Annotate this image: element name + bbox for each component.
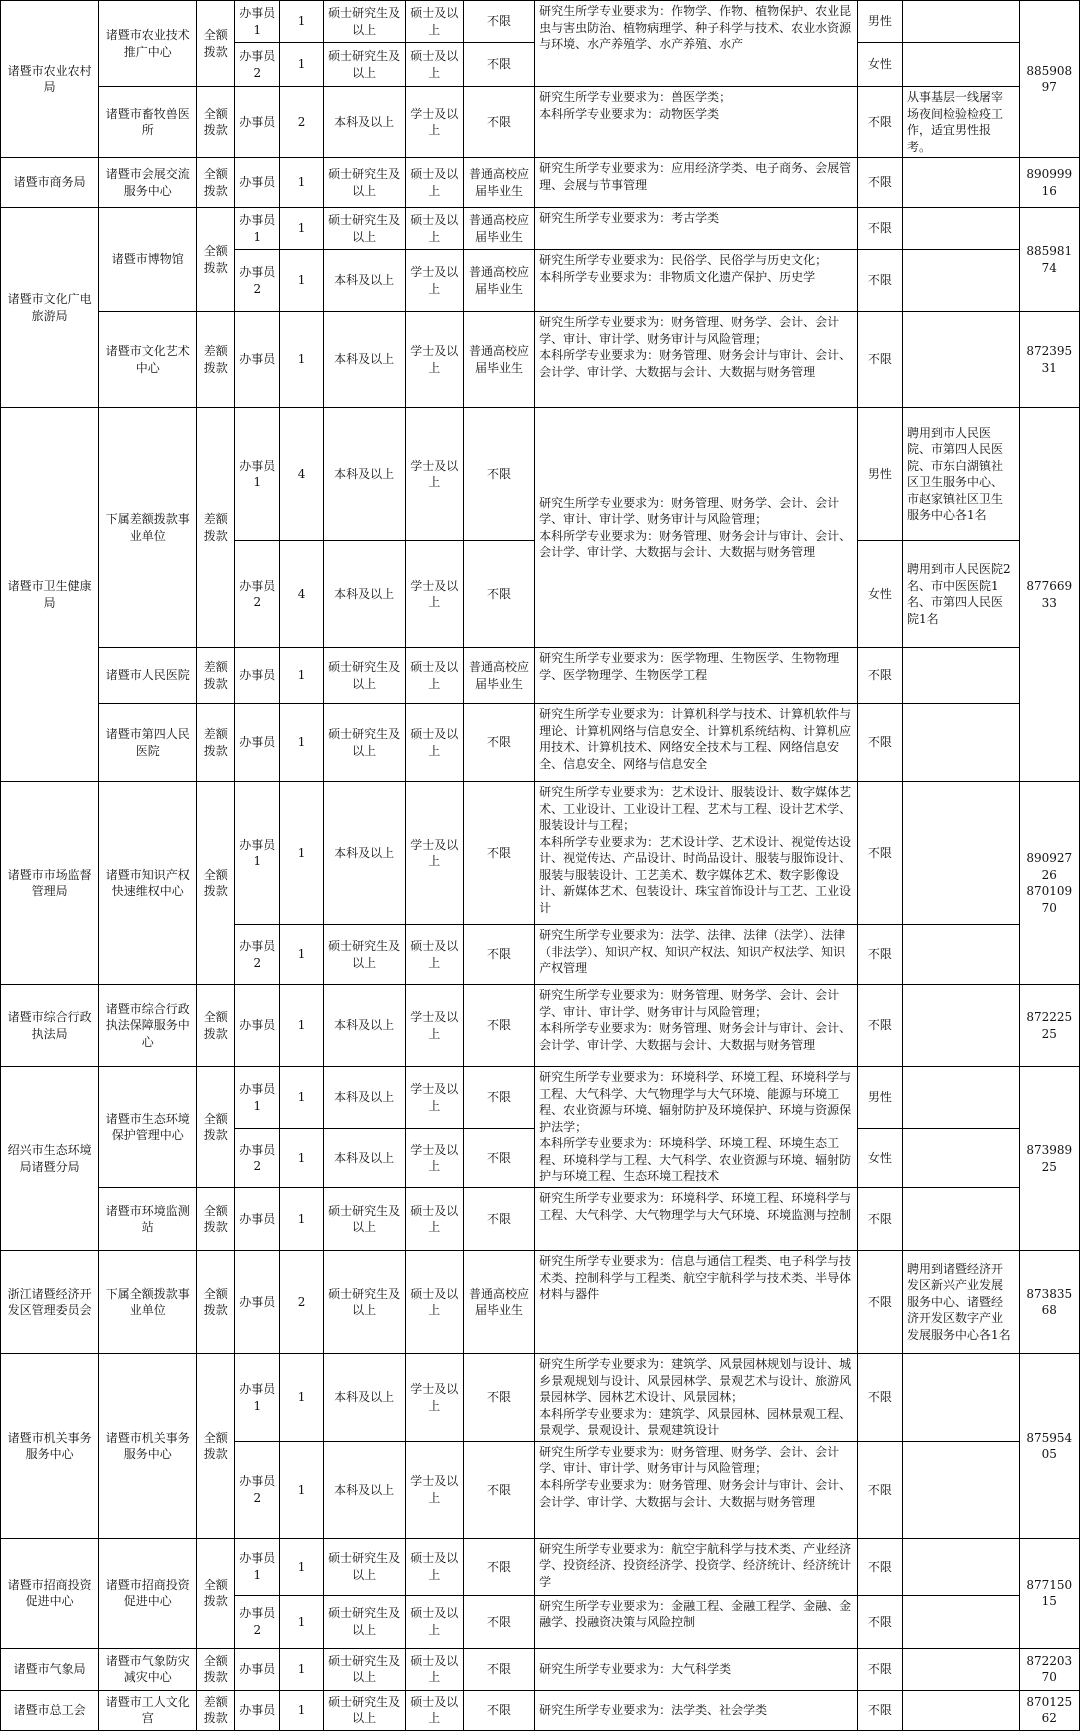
- gender-cell: 不限: [857, 1648, 902, 1690]
- dept-cell: 绍兴市生态环境局诸暨分局: [1, 1067, 99, 1251]
- degree-cell: 学士及以上: [405, 985, 463, 1067]
- degree-cell: 学士及以上: [405, 408, 463, 541]
- degree-cell: 硕士及以上: [405, 43, 463, 87]
- remark-cell: [902, 1595, 1019, 1648]
- table-row: [1, 1648, 1080, 1690]
- quota-cell: 2: [280, 87, 323, 158]
- post-cell: 办事员: [235, 87, 280, 158]
- post-cell: 办事员2: [235, 1129, 280, 1188]
- phone-cell: 87383568: [1019, 1251, 1079, 1354]
- education-cell: 本科及以上: [323, 1067, 405, 1129]
- post-cell: 办事员: [235, 312, 280, 408]
- degree-cell: 学士及以上: [405, 250, 463, 312]
- remark-cell: [902, 158, 1019, 208]
- table-row: [1, 1067, 1080, 1129]
- degree-cell: 学士及以上: [405, 541, 463, 648]
- gender-cell: 不限: [857, 1595, 902, 1648]
- education-cell: 本科及以上: [323, 1129, 405, 1188]
- source-cell: 普通高校应届毕业生: [463, 1251, 534, 1354]
- funding-cell: 全额拨款: [197, 1, 235, 87]
- major-requirement-cell: 研究生所学专业要求为：财务管理、财务学、会计、会计学、审计、审计学、财务审计与风险管理； 本科所学专业要求为：财务管理、财务会计与审计、会计、会计学、审计学、大数据与会计、大数据与财务管理: [535, 312, 858, 408]
- quota-cell: 1: [280, 704, 323, 782]
- funding-cell: 全额拨款: [197, 208, 235, 312]
- funding-cell: 全额拨款: [197, 158, 235, 208]
- unit-cell: 诸暨市知识产权快速维权中心: [99, 782, 197, 985]
- gender-cell: 不限: [857, 1251, 902, 1354]
- degree-cell: 学士及以上: [405, 782, 463, 925]
- unit-cell: 诸暨市气象防灾减灾中心: [99, 1648, 197, 1690]
- degree-cell: 学士及以上: [405, 87, 463, 158]
- phone-cell: 87715015: [1019, 1538, 1079, 1648]
- major-requirement-cell: 研究生所学专业要求为：兽医学类； 本科所学专业要求为：动物医学类: [535, 87, 858, 158]
- remark-cell: [902, 1067, 1019, 1129]
- education-cell: 硕士研究生及以上: [323, 1, 405, 43]
- major-requirement-cell: 研究生所学专业要求为：大气科学类: [535, 1648, 858, 1690]
- gender-cell: 不限: [857, 782, 902, 925]
- dept-cell: 诸暨市综合行政执法局: [1, 985, 99, 1067]
- source-cell: 普通高校应届毕业生: [463, 208, 534, 250]
- major-requirement-cell: 研究生所学专业要求为：医学物理、生物医学、生物物理学、医学物理学、生物医学工程: [535, 648, 858, 704]
- degree-cell: 硕士及以上: [405, 208, 463, 250]
- table-row: [1, 1251, 1080, 1354]
- post-cell: 办事员1: [235, 1067, 280, 1129]
- degree-cell: 学士及以上: [405, 1067, 463, 1129]
- education-cell: 本科及以上: [323, 250, 405, 312]
- post-cell: 办事员2: [235, 925, 280, 985]
- funding-cell: 全额拨款: [197, 1538, 235, 1648]
- gender-cell: 不限: [857, 925, 902, 985]
- table-row: [1, 1, 1080, 43]
- degree-cell: 硕士及以上: [405, 1690, 463, 1730]
- major-requirement-cell: 研究生所学专业要求为：法学、法律、法律（法学）、法律（非法学）、知识产权、知识产权法、知识产权法学、知识产权管理: [535, 925, 858, 985]
- phone-cell: 88590897: [1019, 1, 1079, 158]
- post-cell: 办事员: [235, 1251, 280, 1354]
- dept-cell: 浙江诸暨经济开发区管理委员会: [1, 1251, 99, 1354]
- unit-cell: 诸暨市生态环境保护管理中心: [99, 1067, 197, 1188]
- remark-cell: [902, 648, 1019, 704]
- source-cell: 不限: [463, 408, 534, 541]
- quota-cell: 4: [280, 541, 323, 648]
- remark-cell: [902, 1538, 1019, 1595]
- gender-cell: 不限: [857, 1354, 902, 1442]
- quota-cell: 1: [280, 1690, 323, 1730]
- dept-cell: 诸暨市市场监督管理局: [1, 782, 99, 985]
- education-cell: 硕士研究生及以上: [323, 925, 405, 985]
- unit-cell: 诸暨市综合行政执法保障服务中心: [99, 985, 197, 1067]
- funding-cell: 全额拨款: [197, 1188, 235, 1251]
- funding-cell: 全额拨款: [197, 1648, 235, 1690]
- degree-cell: 硕士及以上: [405, 1251, 463, 1354]
- source-cell: 不限: [463, 43, 534, 87]
- funding-cell: 全额拨款: [197, 1067, 235, 1188]
- major-requirement-cell: 研究生所学专业要求为：财务管理、财务学、会计、会计学、审计、审计学、财务审计与风险管理； 本科所学专业要求为：财务管理、财务会计与审计、会计、会计学、审计学、大数据与会计、大数据与财务管理: [535, 985, 858, 1067]
- quota-cell: 1: [280, 1441, 323, 1538]
- education-cell: 硕士研究生及以上: [323, 208, 405, 250]
- education-cell: 本科及以上: [323, 541, 405, 648]
- major-requirement-cell: 研究生所学专业要求为：信息与通信工程类、电子科学与技术类、控制科学与工程类、航空宇航科学与技术类、半导体材料与器件: [535, 1251, 858, 1354]
- gender-cell: 不限: [857, 1188, 902, 1251]
- funding-cell: 全额拨款: [197, 1354, 235, 1539]
- source-cell: 不限: [463, 1188, 534, 1251]
- education-cell: 硕士研究生及以上: [323, 1595, 405, 1648]
- degree-cell: 硕士及以上: [405, 1, 463, 43]
- degree-cell: 硕士及以上: [405, 648, 463, 704]
- gender-cell: 男性: [857, 1067, 902, 1129]
- major-requirement-cell: 研究生所学专业要求为：艺术设计、服装设计、数字媒体艺术、工业设计、工业设计工程、艺术与工程、设计艺术学、服装设计与工程； 本科所学专业要求为：艺术设计学、艺术设计、视觉传达设计、视觉传达、产品设计、时尚品设计、服装与服饰设计、服装与服装设计、工艺美术、数字媒体艺术、数字影像设计、新媒体艺术、包装设计、珠宝首饰设计与工艺、工业设计: [535, 782, 858, 925]
- gender-cell: 男性: [857, 408, 902, 541]
- education-cell: 硕士研究生及以上: [323, 43, 405, 87]
- gender-cell: 不限: [857, 312, 902, 408]
- education-cell: 本科及以上: [323, 782, 405, 925]
- source-cell: 普通高校应届毕业生: [463, 158, 534, 208]
- dept-cell: 诸暨市农业农村局: [1, 1, 99, 158]
- gender-cell: 不限: [857, 704, 902, 782]
- phone-cell: 89092726 87010970: [1019, 782, 1079, 985]
- degree-cell: 硕士及以上: [405, 1595, 463, 1648]
- quota-cell: 4: [280, 408, 323, 541]
- degree-cell: 学士及以上: [405, 1441, 463, 1538]
- source-cell: 不限: [463, 1129, 534, 1188]
- major-requirement-cell: 研究生所学专业要求为：民俗学、民俗学与历史文化； 本科所学专业要求为：非物质文化遗产保护、历史学: [535, 250, 858, 312]
- major-requirement-cell: 研究生所学专业要求为：环境科学、环境工程、环境科学与工程、大气科学、大气物理学与大气环境、能源与环境工程、农业资源与环境、辐射防护及环境保护、环境与资源保护法学； 本科所学专业要求为：环境科学、环境工程、环境生态工程、环境科学与工程、大气科学、农业资源与环境、辐射防护与环境工程、生态环境工程技术: [535, 1067, 858, 1188]
- quota-cell: 1: [280, 312, 323, 408]
- phone-cell: 87595405: [1019, 1354, 1079, 1539]
- remark-cell: [902, 782, 1019, 925]
- major-requirement-cell: 研究生所学专业要求为：计算机科学与技术、计算机软件与理论、计算机网络与信息安全、计算机系统结构、计算机应用技术、计算机技术、网络安全技术与工程、网络信息安全、信息安全、网络与信息安全: [535, 704, 858, 782]
- phone-cell: 87220370: [1019, 1648, 1079, 1690]
- source-cell: 不限: [463, 1538, 534, 1595]
- unit-cell: 诸暨市工人文化宫: [99, 1690, 197, 1730]
- table-row: [1, 782, 1080, 925]
- table-row: [1, 408, 1080, 541]
- dept-cell: 诸暨市招商投资促进中心: [1, 1538, 99, 1648]
- major-requirement-cell: 研究生所学专业要求为：财务管理、财务学、会计、会计学、审计、审计学、财务审计与风险管理； 本科所学专业要求为：财务管理、财务会计与审计、会计、会计学、审计学、大数据与会计、大数据与财务管理: [535, 1441, 858, 1538]
- source-cell: 不限: [463, 87, 534, 158]
- degree-cell: 硕士及以上: [405, 1648, 463, 1690]
- post-cell: 办事员: [235, 1690, 280, 1730]
- source-cell: 不限: [463, 1595, 534, 1648]
- unit-cell: 诸暨市博物馆: [99, 208, 197, 312]
- major-requirement-cell: 研究生所学专业要求为：金融工程、金融工程学、金融、金融学、投融资决策与风险控制: [535, 1595, 858, 1648]
- source-cell: 不限: [463, 1067, 534, 1129]
- quota-cell: 1: [280, 1188, 323, 1251]
- quota-cell: 1: [280, 1, 323, 43]
- funding-cell: 差额拨款: [197, 1690, 235, 1730]
- source-cell: 不限: [463, 704, 534, 782]
- degree-cell: 学士及以上: [405, 312, 463, 408]
- source-cell: 不限: [463, 1354, 534, 1442]
- table-row: [1, 1354, 1080, 1442]
- major-requirement-cell: 研究生所学专业要求为：法学类、社会学类: [535, 1690, 858, 1730]
- table-row: [1, 158, 1080, 208]
- table-row: [1, 704, 1080, 782]
- quota-cell: 1: [280, 1354, 323, 1442]
- remark-cell: [902, 704, 1019, 782]
- major-requirement-cell: 研究生所学专业要求为：作物学、作物、植物保护、农业昆虫与害虫防治、植物病理学、种子科学与技术、农业水资源与环境、水产养殖学、水产养殖、水产: [535, 1, 858, 87]
- quota-cell: 1: [280, 1129, 323, 1188]
- remark-cell: [902, 985, 1019, 1067]
- education-cell: 本科及以上: [323, 1354, 405, 1442]
- major-requirement-cell: 研究生所学专业要求为：应用经济学类、电子商务、会展管理、会展与节事管理: [535, 158, 858, 208]
- quota-cell: 1: [280, 208, 323, 250]
- post-cell: 办事员2: [235, 1441, 280, 1538]
- table-row: [1, 208, 1080, 250]
- remark-cell: [902, 43, 1019, 87]
- post-cell: 办事员: [235, 985, 280, 1067]
- phone-cell: 87398925: [1019, 1067, 1079, 1251]
- education-cell: 硕士研究生及以上: [323, 1538, 405, 1595]
- gender-cell: 女性: [857, 541, 902, 648]
- remark-cell: [902, 1, 1019, 43]
- dept-cell: 诸暨市气象局: [1, 1648, 99, 1690]
- degree-cell: 硕士及以上: [405, 158, 463, 208]
- quota-cell: 1: [280, 782, 323, 925]
- education-cell: 硕士研究生及以上: [323, 648, 405, 704]
- degree-cell: 硕士及以上: [405, 925, 463, 985]
- table-row: [1, 1188, 1080, 1251]
- gender-cell: 女性: [857, 1129, 902, 1188]
- gender-cell: 男性: [857, 1, 902, 43]
- education-cell: 硕士研究生及以上: [323, 1188, 405, 1251]
- phone-cell: 87239531: [1019, 312, 1079, 408]
- degree-cell: 硕士及以上: [405, 1188, 463, 1251]
- funding-cell: 全额拨款: [197, 782, 235, 985]
- remark-cell: 聘用到市人民医院2名、市中医医院1名、市第四人民医院1名: [902, 541, 1019, 648]
- gender-cell: 不限: [857, 250, 902, 312]
- gender-cell: 不限: [857, 1690, 902, 1730]
- table-row: [1, 648, 1080, 704]
- dept-cell: 诸暨市商务局: [1, 158, 99, 208]
- unit-cell: 诸暨市畜牧兽医所: [99, 87, 197, 158]
- major-requirement-cell: 研究生所学专业要求为：航空宇航科学与技术类、产业经济学、投资经济、投资经济学、投资学、经济统计、经济统计学: [535, 1538, 858, 1595]
- phone-cell: 88598174: [1019, 208, 1079, 312]
- remark-cell: [902, 250, 1019, 312]
- post-cell: 办事员1: [235, 408, 280, 541]
- post-cell: 办事员1: [235, 1354, 280, 1442]
- post-cell: 办事员: [235, 648, 280, 704]
- unit-cell: 诸暨市文化艺术中心: [99, 312, 197, 408]
- remark-cell: 聘用到诸暨经济开发区新兴产业发展服务中心、诸暨经济开发区数字产业发展服务中心各1名: [902, 1251, 1019, 1354]
- education-cell: 硕士研究生及以上: [323, 1690, 405, 1730]
- quota-cell: 1: [280, 1067, 323, 1129]
- table-row: [1, 87, 1080, 158]
- table-row: [1, 1538, 1080, 1595]
- degree-cell: 学士及以上: [405, 1354, 463, 1442]
- major-requirement-cell: 研究生所学专业要求为：环境科学、环境工程、环境科学与工程、大气科学、大气物理学与大气环境、环境监测与控制: [535, 1188, 858, 1251]
- quota-cell: 1: [280, 158, 323, 208]
- post-cell: 办事员2: [235, 1595, 280, 1648]
- remark-cell: [902, 208, 1019, 250]
- remark-cell: [902, 1648, 1019, 1690]
- unit-cell: 诸暨市会展交流服务中心: [99, 158, 197, 208]
- dept-cell: 诸暨市机关事务服务中心: [1, 1354, 99, 1539]
- post-cell: 办事员2: [235, 541, 280, 648]
- phone-cell: 87222525: [1019, 985, 1079, 1067]
- dept-cell: 诸暨市文化广电旅游局: [1, 208, 99, 408]
- degree-cell: 学士及以上: [405, 1129, 463, 1188]
- major-requirement-cell: 研究生所学专业要求为：财务管理、财务学、会计、会计学、审计、审计学、财务审计与风险管理； 本科所学专业要求为：财务管理、财务会计与审计、会计、会计学、审计学、大数据与会计、大数据与财务管理: [535, 408, 858, 648]
- source-cell: 不限: [463, 925, 534, 985]
- source-cell: 不限: [463, 1648, 534, 1690]
- quota-cell: 1: [280, 1648, 323, 1690]
- source-cell: 普通高校应届毕业生: [463, 250, 534, 312]
- remark-cell: [902, 312, 1019, 408]
- degree-cell: 硕士及以上: [405, 1538, 463, 1595]
- table-row: [1, 312, 1080, 408]
- post-cell: 办事员2: [235, 43, 280, 87]
- source-cell: 不限: [463, 782, 534, 925]
- education-cell: 本科及以上: [323, 408, 405, 541]
- funding-cell: 全额拨款: [197, 1251, 235, 1354]
- post-cell: 办事员2: [235, 250, 280, 312]
- unit-cell: 诸暨市机关事务服务中心: [99, 1354, 197, 1539]
- source-cell: 普通高校应届毕业生: [463, 648, 534, 704]
- quota-cell: 1: [280, 925, 323, 985]
- remark-cell: [902, 1129, 1019, 1188]
- dept-cell: 诸暨市卫生健康局: [1, 408, 99, 782]
- gender-cell: 不限: [857, 87, 902, 158]
- phone-cell: 87012562: [1019, 1690, 1079, 1730]
- post-cell: 办事员1: [235, 1, 280, 43]
- funding-cell: 差额拨款: [197, 408, 235, 648]
- unit-cell: 诸暨市第四人民医院: [99, 704, 197, 782]
- major-requirement-cell: 研究生所学专业要求为：考古学类: [535, 208, 858, 250]
- funding-cell: 差额拨款: [197, 648, 235, 704]
- degree-cell: 硕士及以上: [405, 704, 463, 782]
- source-cell: 普通高校应届毕业生: [463, 312, 534, 408]
- remark-cell: [902, 1354, 1019, 1442]
- education-cell: 硕士研究生及以上: [323, 158, 405, 208]
- remark-cell: 从事基层一线屠宰场夜间检验检疫工作，适宜男性报考。: [902, 87, 1019, 158]
- source-cell: 不限: [463, 541, 534, 648]
- gender-cell: 女性: [857, 43, 902, 87]
- education-cell: 硕士研究生及以上: [323, 1648, 405, 1690]
- post-cell: 办事员: [235, 1188, 280, 1251]
- remark-cell: [902, 925, 1019, 985]
- gender-cell: 不限: [857, 208, 902, 250]
- unit-cell: 诸暨市招商投资促进中心: [99, 1538, 197, 1648]
- gender-cell: 不限: [857, 158, 902, 208]
- funding-cell: 差额拨款: [197, 704, 235, 782]
- gender-cell: 不限: [857, 648, 902, 704]
- post-cell: 办事员: [235, 1648, 280, 1690]
- source-cell: 不限: [463, 985, 534, 1067]
- funding-cell: 全额拨款: [197, 87, 235, 158]
- major-requirement-cell: 研究生所学专业要求为：建筑学、风景园林规划与设计、城乡景观规划与设计、风景园林学、景观艺术与设计、旅游风景园林学、园林艺术设计、风景园林； 本科所学专业要求为：建筑学、风景园林、园林景观工程、景观学、景观设计、景观建筑设计: [535, 1354, 858, 1442]
- quota-cell: 1: [280, 985, 323, 1067]
- quota-cell: 1: [280, 250, 323, 312]
- quota-cell: 2: [280, 1251, 323, 1354]
- dept-cell: 诸暨市总工会: [1, 1690, 99, 1730]
- remark-cell: 聘用到市人民医院、市第四人民医院、市东白湖镇社区卫生服务中心、市赵家镇社区卫生服务中心各1名: [902, 408, 1019, 541]
- quota-cell: 1: [280, 648, 323, 704]
- unit-cell: 下属差额拨款事业单位: [99, 408, 197, 648]
- post-cell: 办事员1: [235, 1538, 280, 1595]
- quota-cell: 1: [280, 43, 323, 87]
- source-cell: 不限: [463, 1690, 534, 1730]
- education-cell: 硕士研究生及以上: [323, 1251, 405, 1354]
- unit-cell: 诸暨市农业技术推广中心: [99, 1, 197, 87]
- quota-cell: 1: [280, 1538, 323, 1595]
- funding-cell: 全额拨款: [197, 985, 235, 1067]
- source-cell: 不限: [463, 1441, 534, 1538]
- remark-cell: [902, 1690, 1019, 1730]
- quota-cell: 1: [280, 1595, 323, 1648]
- gender-cell: 不限: [857, 1441, 902, 1538]
- remark-cell: [902, 1188, 1019, 1251]
- post-cell: 办事员: [235, 158, 280, 208]
- post-cell: 办事员1: [235, 208, 280, 250]
- education-cell: 硕士研究生及以上: [323, 704, 405, 782]
- education-cell: 本科及以上: [323, 312, 405, 408]
- unit-cell: 诸暨市人民医院: [99, 648, 197, 704]
- table-row: [1, 985, 1080, 1067]
- table-row: [1, 1690, 1080, 1730]
- funding-cell: 差额拨款: [197, 312, 235, 408]
- phone-cell: 89099916: [1019, 158, 1079, 208]
- unit-cell: 下属全额拨款事业单位: [99, 1251, 197, 1354]
- post-cell: 办事员: [235, 704, 280, 782]
- phone-cell: 87766933: [1019, 408, 1079, 782]
- education-cell: 本科及以上: [323, 985, 405, 1067]
- education-cell: 本科及以上: [323, 87, 405, 158]
- post-cell: 办事员1: [235, 782, 280, 925]
- gender-cell: 不限: [857, 1538, 902, 1595]
- gender-cell: 不限: [857, 985, 902, 1067]
- source-cell: 不限: [463, 1, 534, 43]
- education-cell: 本科及以上: [323, 1441, 405, 1538]
- unit-cell: 诸暨市环境监测站: [99, 1188, 197, 1251]
- remark-cell: [902, 1441, 1019, 1538]
